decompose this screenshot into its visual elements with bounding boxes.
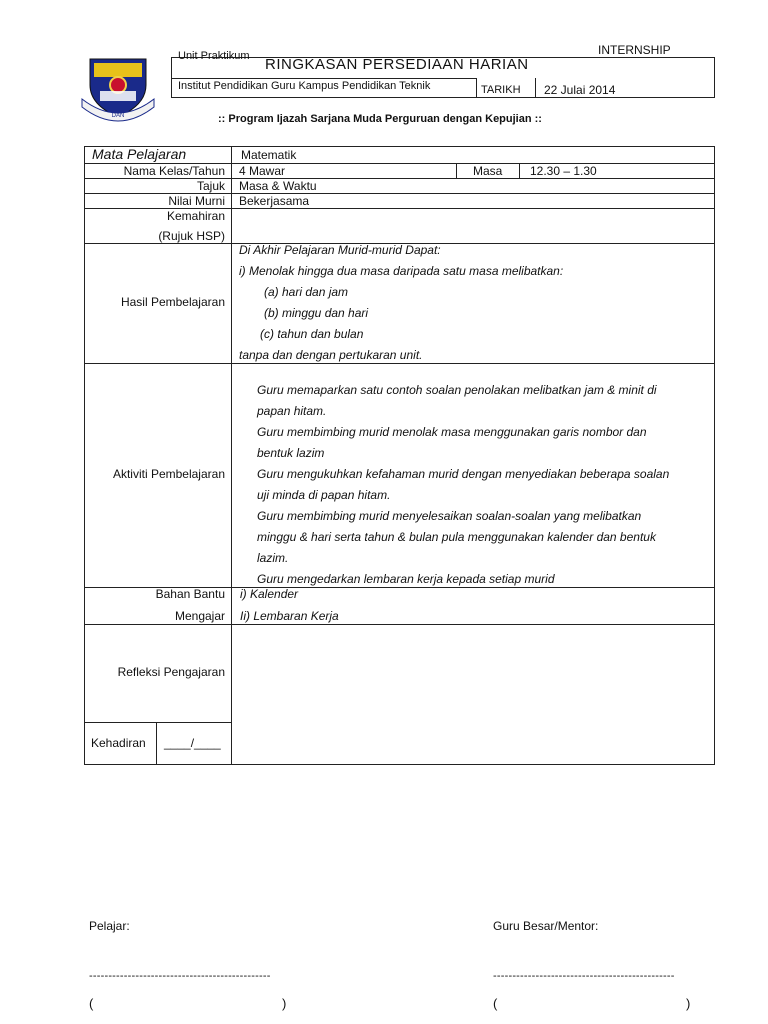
bahan-bantu-label: Bahan Bantu bbox=[155, 587, 225, 601]
tarikh-label: TARIKH bbox=[481, 84, 521, 96]
aktiviti-line: minggu & hari serta tahun & bulan pula menggunakan kalender dan bentuk bbox=[257, 530, 656, 544]
kehadiran-label: Kehadiran bbox=[91, 736, 146, 750]
hasil-pembelajaran-label: Hasil Pembelajaran bbox=[120, 295, 225, 309]
aktiviti-pembelajaran-label: Aktiviti Pembelajaran bbox=[112, 467, 225, 481]
aktiviti-line: bentuk lazim bbox=[257, 446, 325, 460]
aktiviti-line: Guru membimbing murid menolak masa menggunakan garis nombor dan bbox=[257, 425, 647, 439]
aktiviti-line: Guru memaparkan satu contoh soalan penolakan melibatkan jam & minit di bbox=[257, 383, 657, 397]
aktiviti-line: lazim. bbox=[257, 551, 289, 565]
unit-praktikum-label: Unit Praktikum bbox=[178, 50, 250, 62]
kelas-value: 4 Mawar bbox=[239, 164, 286, 178]
masa-label: Masa bbox=[473, 164, 503, 178]
mata-pelajaran-value: Matematik bbox=[241, 148, 297, 162]
nilai-murni-label: Nilai Murni bbox=[168, 194, 225, 208]
aktiviti-line: Guru mengedarkan lembaran kerja kepada setiap murid bbox=[257, 572, 555, 586]
hasil-line: Di Akhir Pelajaran Murid-murid Dapat: bbox=[239, 243, 441, 257]
nilai-murni-value: Bekerjasama bbox=[239, 194, 310, 208]
aktiviti-line: Guru mengukuhkan kefahaman murid dengan menyediakan beberapa soalan bbox=[257, 467, 670, 481]
masa-value: 12.30 – 1.30 bbox=[530, 164, 597, 178]
pelajar-label: Pelajar: bbox=[89, 919, 130, 933]
institute-name: Institut Pendidikan Guru Kampus Pendidikan Teknik bbox=[178, 80, 431, 92]
form-title: RINGKASAN PERSEDIAAN HARIAN bbox=[265, 56, 529, 73]
program-title: :: Program Ijazah Sarjana Muda Perguruan dengan Kepujian :: bbox=[218, 113, 542, 125]
hasil-line: i) Menolak hingga dua masa daripada satu masa melibatkan: bbox=[239, 264, 564, 278]
aktiviti-line: Guru membimbing murid menyelesaikan soalan-soalan yang melibatkan bbox=[257, 509, 642, 523]
pelajar-name-close: ) bbox=[282, 996, 287, 1011]
guru-besar-label: Guru Besar/Mentor: bbox=[493, 919, 599, 933]
mata-pelajaran-label: Mata Pelajaran bbox=[92, 146, 187, 162]
tajuk-label: Tajuk bbox=[196, 179, 225, 193]
hasil-line: tanpa dan dengan pertukaran unit. bbox=[239, 348, 423, 362]
guru-signature-line: ----------------------------------------------- bbox=[493, 970, 675, 982]
aktiviti-line: uji minda di papan hitam. bbox=[257, 488, 391, 502]
pelajar-signature-line: ----------------------------------------------- bbox=[89, 970, 271, 982]
tajuk-value: Masa & Waktu bbox=[239, 179, 317, 193]
kemahiran-label: Kemahiran bbox=[166, 209, 225, 223]
crest-dan-text: DAN bbox=[111, 113, 125, 119]
hasil-line: (b) minggu dan hari bbox=[264, 306, 369, 320]
rujuk-hsp-label: (Rujuk HSP) bbox=[158, 229, 225, 243]
kelas-label: Nama Kelas/Tahun bbox=[123, 164, 225, 178]
pelajar-name-open: ( bbox=[89, 996, 94, 1011]
aktiviti-line: papan hitam. bbox=[257, 404, 327, 418]
bahan-item: i) Kalender bbox=[240, 587, 299, 601]
hasil-line: (a) hari dan jam bbox=[264, 285, 349, 299]
bahan-item: Ii) Lembaran Kerja bbox=[240, 609, 339, 623]
refleksi-pengajaran-label: Refleksi Pengajaran bbox=[117, 665, 225, 679]
internship-label: INTERNSHIP bbox=[598, 43, 671, 57]
mengajar-label: Mengajar bbox=[174, 609, 225, 623]
guru-name-close: ) bbox=[686, 996, 691, 1011]
kehadiran-value: ____/____ bbox=[164, 736, 221, 750]
guru-name-open: ( bbox=[493, 996, 498, 1011]
tarikh-value: 22 Julai 2014 bbox=[544, 83, 616, 97]
hasil-line: (c) tahun dan bulan bbox=[260, 327, 364, 341]
